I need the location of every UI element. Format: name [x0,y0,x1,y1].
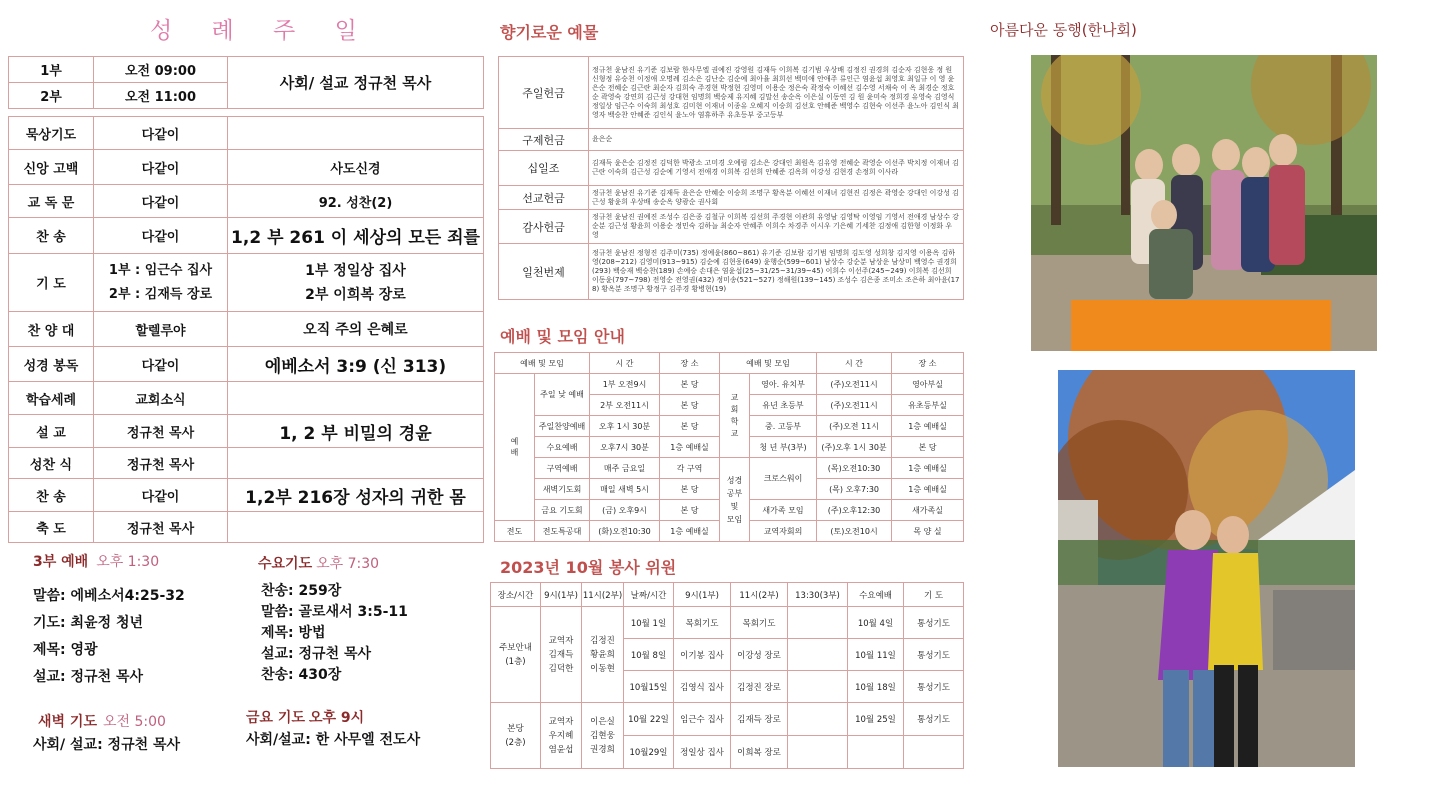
meeting-time: 매주 금요일 [590,458,660,479]
worship-group-label: 예 배 [495,374,535,521]
order-item: 성찬 식 [9,448,94,479]
offering-label: 주일헌금 [499,57,589,129]
church-school-label: 교 회 학 교 [720,374,750,458]
meeting-place: 본 당 [660,374,720,395]
offering-label: 일천번제 [499,244,589,300]
order-by: 다같이 [94,347,228,382]
dawn-line: 사회/ 설교: 정규천 목사 [33,737,181,753]
meeting-time: (화)오전10:30 [590,521,660,542]
meetings-header: 시 간 [817,353,892,374]
wednesday-heading [258,553,379,573]
duty-third [788,639,848,671]
duty-first: 정일상 집사 [674,736,731,769]
order-content: 1,2부 216장 성자의 귀한 몸 [228,479,484,512]
pair-photo [1058,370,1355,767]
third-service-line: 제목: 영광 [33,642,98,658]
order-item: 성경 봉독 [9,347,94,382]
meeting-place: 1층 예배실 [892,458,964,479]
friday-title: 금요 기도 [246,710,305,726]
wednesday-details [261,581,408,686]
duty-group-1-first: 교역자 김재득 김덕한 [541,607,582,703]
offering-label: 감사헌금 [499,210,589,244]
wednesday-time: 오후 7:30 [316,556,380,572]
offering-names: 정규천 윤남진 권예진 조성수 김은종 김철규 이희복 김선희 주경현 이관희 유영남 김영탁 이영임 기영서 전애경 남상수 강순분 김근성 황윤희 이용순 정민숙 김하늘 최순자 안혜주 이희수 차경주 이시우 기은혜 기세찬 김정애 김한형 이정화 우 영 [589,210,964,244]
friday-time: 오후 9시 [308,710,365,726]
prayer-leader-1: 1부 : 임근수 집사 [108,262,213,278]
wednesday-line: 설교: 정규천 목사 [261,646,372,662]
meeting-time: 매일 새벽 5시 [590,479,660,500]
duty-prayer: 통성기도 [904,607,964,639]
duty-third [788,703,848,736]
service-times-table [8,56,484,109]
duty-first: 임근수 집사 [674,703,731,736]
duty-prayer [904,736,964,769]
dawn-heading [38,711,166,731]
order-item: 축 도 [9,512,94,543]
order-by: 다같이 [94,185,228,218]
duty-header: 9시(1부) [541,583,582,607]
duty-header: 장소/시간 [491,583,541,607]
wednesday-line: 찬송: 430장 [261,667,342,683]
order-content: 1,2 부 261 이 세상의 모든 죄를 [228,218,484,254]
order-item: 찬 송 [9,218,94,254]
duty-group-2-second: 이은실 김현웅 권경희 [582,703,624,769]
meeting-time: 오후 1시 30분 [590,416,660,437]
meeting-place: 본 당 [660,416,720,437]
meeting-place: 1층 예배실 [660,437,720,458]
meeting-place: 본 당 [660,500,720,521]
meeting-name: 주일찬양예배 [535,416,590,437]
order-item: 설 교 [9,415,94,448]
meeting-time: (주)오후12:30 [817,500,892,521]
duty-date: 10월 8일 [624,639,674,671]
meetings-header: 장 소 [892,353,964,374]
service-host: 사회/ 설교 정규천 목사 [228,57,484,109]
third-service-details [33,583,185,691]
bulletin-title: 성 례 주 일 [150,18,373,44]
order-item: 기 도 [9,254,94,312]
duty-group-2-first: 교역자 우지혜 염윤섭 [541,703,582,769]
order-by: 다같이 [94,218,228,254]
duty-prayer: 통성기도 [904,671,964,703]
meeting-time: 1부 오전9시 [590,374,660,395]
order-content: 92. 성찬(2) [228,185,484,218]
duty-date: 10월 22일 [624,703,674,736]
third-service-title: 3부 예배 [33,554,89,570]
order-by: 다같이 [94,479,228,512]
meeting-place: 새가족실 [892,500,964,521]
order-content: 에베소서 3:9 (신 313) [228,347,484,382]
third-service-line: 기도: 최윤정 청년 [33,615,144,631]
third-service-heading [33,551,159,571]
meetings-header: 예배 및 모임 [495,353,590,374]
meetings-header: 예배 및 모임 [720,353,817,374]
duty-first: 김영식 집사 [674,671,731,703]
third-service-line: 설교: 정규천 목사 [33,669,144,685]
order-by: 교회소식 [94,382,228,415]
meeting-time: (목) 오후7:30 [817,479,892,500]
duty-header: 11시(2부) [731,583,788,607]
offering-names: 윤은순 [589,129,964,151]
duty-header: 13:30(3부) [788,583,848,607]
meeting-place: 목 양 실 [892,521,964,542]
meeting-time: (주)오전 11시 [817,416,892,437]
prayer-content-2: 2부 이희복 장로 [305,286,406,303]
meetings-header: 시 간 [590,353,660,374]
duty-wednesday: 10월 11일 [848,639,904,671]
meeting-name: 크로스워이 [750,458,817,500]
wednesday-title: 수요기도 [258,556,313,572]
duty-third [788,671,848,703]
duty-prayer: 통성기도 [904,639,964,671]
meeting-name: 청 년 부(3부) [750,437,817,458]
order-content: 오직 주의 은혜로 [228,312,484,347]
group-photo-illustration [1031,55,1377,351]
meeting-place: 1층 예배실 [892,479,964,500]
order-by: 정규천 목사 [94,512,228,543]
order-content [228,117,484,150]
meeting-place: 1층 예배실 [660,521,720,542]
offering-names: 정규천 윤남진 유기준 김보람 한사무엘 권예진 강영원 김재득 이희복 김기범 우상배 김정진 권경희 김순자 김현웅 정 원 신형정 유승천 이정애 오명례 김소은 김난순 김순예 최아율 최희선 백미애 안애주 류인근 염윤섭 최영호 최일규 이 영 윤은순 전혜순 김근란 최순자 김희숙 주경현 박정현 김영미 이용순 정은숙 곽정숙 이혜선 김수영 서채숙 이 옥 최경순 정호순 곽영숙 강연희 김근성 강대현 임명희 백승제 유지혜 김말선 송순옥 이은실 이동연 김 원 윤미숙 정희경 유영숙 김영식 정일상 임근수 이숙희 최성호 김미현 이재녀 이종유 오혜지 이승희 김선호 안혜준 백영수 김현숙 이선주 윤노아 김인식 최영자 백승찬 안혜준 김인식 윤노아 염휴하주 유초등부 중고등부 [589,57,964,129]
prayer-leader-2: 2부 : 김재득 장로 [108,286,213,302]
meeting-name: 새벽기도회 [535,479,590,500]
duty-header: 날짜/시간 [624,583,674,607]
meeting-time: (목)오전10:30 [817,458,892,479]
meeting-name: 금요 기도회 [535,500,590,521]
meetings-table [494,352,964,542]
duty-wednesday: 10월 4일 [848,607,904,639]
meeting-place: 각 구역 [660,458,720,479]
wednesday-line: 제목: 방법 [261,625,326,641]
meeting-time: 오후7시 30분 [590,437,660,458]
friday-heading [246,707,364,727]
duty-second: 김정진 장로 [731,671,788,703]
order-item: 학습세례 [9,382,94,415]
duty-group-1-second: 김정진 황윤희 이동현 [582,607,624,703]
offering-label: 십일조 [499,151,589,186]
duty-title: 2023년 10월 봉사 위원 [500,558,677,577]
order-by: 정규천 목사 [94,448,228,479]
order-item: 신앙 고백 [9,150,94,185]
order-by: 할렐루야 [94,312,228,347]
meeting-place: 본 당 [660,479,720,500]
service-time: 오전 11:00 [94,83,228,109]
study-group-label: 성경 공부 및 모임 [720,458,750,542]
mission-label: 전도 [495,521,535,542]
meeting-place: 유초등부실 [892,395,964,416]
duty-wednesday [848,736,904,769]
meeting-time: (금) 오후9시 [590,500,660,521]
duty-header: 기 도 [904,583,964,607]
third-service-time: 오후 1:30 [96,554,160,570]
duty-second: 목회기도 [731,607,788,639]
offering-names: 정규천 윤남진 정형진 김주미(735) 정예윤(860~861) 유기준 김보람 김기범 임명희 김도영 성희창 김지영 이용옥 김하영(208~212) 김영미(913~915) 김순예 김현웅(649) 윤행순(599~601) 남상수 강순분 남상운 남상미 백영수 권경희(293) 백승재 백승찬(189) 손예승 손대은 염윤섭(25~31/25~31/39~45) 이희수 이선주(245~249) 이희복 김선희 이동윤(797~798) 전영순 전영권(432) 정미송(521~527) 정해원(139~145) 조성수 김은종 조미소 조은하 최아윤(178) 황옥분 조명구 황정구 김주경 황병현(19) [589,244,964,300]
duty-third [788,607,848,639]
meeting-place: 영아부실 [892,374,964,395]
wednesday-line: 찬송: 259장 [261,583,342,599]
meeting-name: 구역예배 [535,458,590,479]
order-by: 다같이 [94,150,228,185]
friday-line: 사회/설교: 한 사무엘 전도사 [246,732,421,748]
duty-wednesday: 10월 25일 [848,703,904,736]
photos-title: 아름다운 동행(한나회) [990,21,1137,39]
service-time: 오전 09:00 [94,57,228,83]
service-part: 2부 [9,83,94,109]
duty-second: 김재득 장로 [731,703,788,736]
offering-label: 구제헌금 [499,129,589,151]
order-content: 사도신경 [228,150,484,185]
meeting-time: (주)오후 1시 30분 [817,437,892,458]
meeting-name: 유년 초등부 [750,395,817,416]
offering-label: 선교헌금 [499,186,589,210]
duty-header: 11시(2부) [582,583,624,607]
order-content: 1, 2 부 비밀의 경윤 [228,415,484,448]
duty-group-2: 본당 (2층) [491,703,541,769]
order-item: 교 독 문 [9,185,94,218]
dawn-title: 새벽 기도 [38,714,97,730]
order-item: 찬 양 대 [9,312,94,347]
meeting-time: (주)오전11시 [817,374,892,395]
duty-first: 목회기도 [674,607,731,639]
service-part: 1부 [9,57,94,83]
duty-first: 이기봉 집사 [674,639,731,671]
order-item: 찬 송 [9,479,94,512]
duty-roster-table [490,582,964,769]
prayer-content-1: 1부 정일상 집사 [305,262,406,279]
duty-second: 이희복 장로 [731,736,788,769]
meeting-time: 2부 오전11시 [590,395,660,416]
offering-names: 김재득 윤은순 김정진 김덕한 박광소 고미경 오예림 김소은 강대인 최원옥 김유영 전혜순 곽영순 이선주 박치정 이재녀 김근란 이숙희 김근성 김순예 기영서 전애경 이희복 김선희 안혜준 김옥희 이강성 김현경 손정희 이사라 [589,151,964,186]
meeting-name: 전도특공대 [535,521,590,542]
order-by: 다같이 [94,117,228,150]
dawn-time: 오전 5:00 [102,714,166,730]
order-content [228,448,484,479]
offering-table [498,56,964,300]
meeting-name: 수요예배 [535,437,590,458]
meeting-time: (토)오전10시 [817,521,892,542]
offering-title: 향기로운 예물 [500,23,599,42]
duty-third [788,736,848,769]
order-by: 정규천 목사 [94,415,228,448]
wednesday-line: 말씀: 골로새서 3:5-11 [261,604,408,620]
third-service-line: 말씀: 에베소서4:25-32 [33,588,185,604]
duty-wednesday: 10월 18일 [848,671,904,703]
group-photo [1031,55,1377,351]
duty-date: 10월15일 [624,671,674,703]
duty-group-1: 주보안내 (1층) [491,607,541,703]
duty-header: 9시(1부) [674,583,731,607]
duty-date: 10월 1일 [624,607,674,639]
meeting-place: 본 당 [892,437,964,458]
meeting-name: 새가족 모임 [750,500,817,521]
meeting-time: (주)오전11시 [817,395,892,416]
meeting-place: 1층 예배실 [892,416,964,437]
meeting-name: 주일 낮 예배 [535,374,590,416]
order-content [228,512,484,543]
meeting-name: 영아. 유치부 [750,374,817,395]
duty-prayer: 통성기도 [904,703,964,736]
order-of-worship-table [8,116,484,543]
meetings-title: 예배 및 모임 안내 [500,327,625,346]
duty-second: 이강성 장로 [731,639,788,671]
duty-date: 10월29일 [624,736,674,769]
offering-names: 정규천 윤남진 유기준 김재득 윤은순 안혜순 이승희 조명구 황옥분 이혜선 이재녀 김현진 김정은 곽영순 강대인 이강성 김근성 황윤희 우상배 송순옥 양광순 권사회 [589,186,964,210]
order-content [228,382,484,415]
meeting-name: 교역자회의 [750,521,817,542]
meeting-place: 본 당 [660,395,720,416]
order-item: 묵상기도 [9,117,94,150]
meeting-name: 중. 고등부 [750,416,817,437]
duty-header: 수요예배 [848,583,904,607]
meetings-header: 장 소 [660,353,720,374]
pair-photo-illustration [1058,370,1355,767]
